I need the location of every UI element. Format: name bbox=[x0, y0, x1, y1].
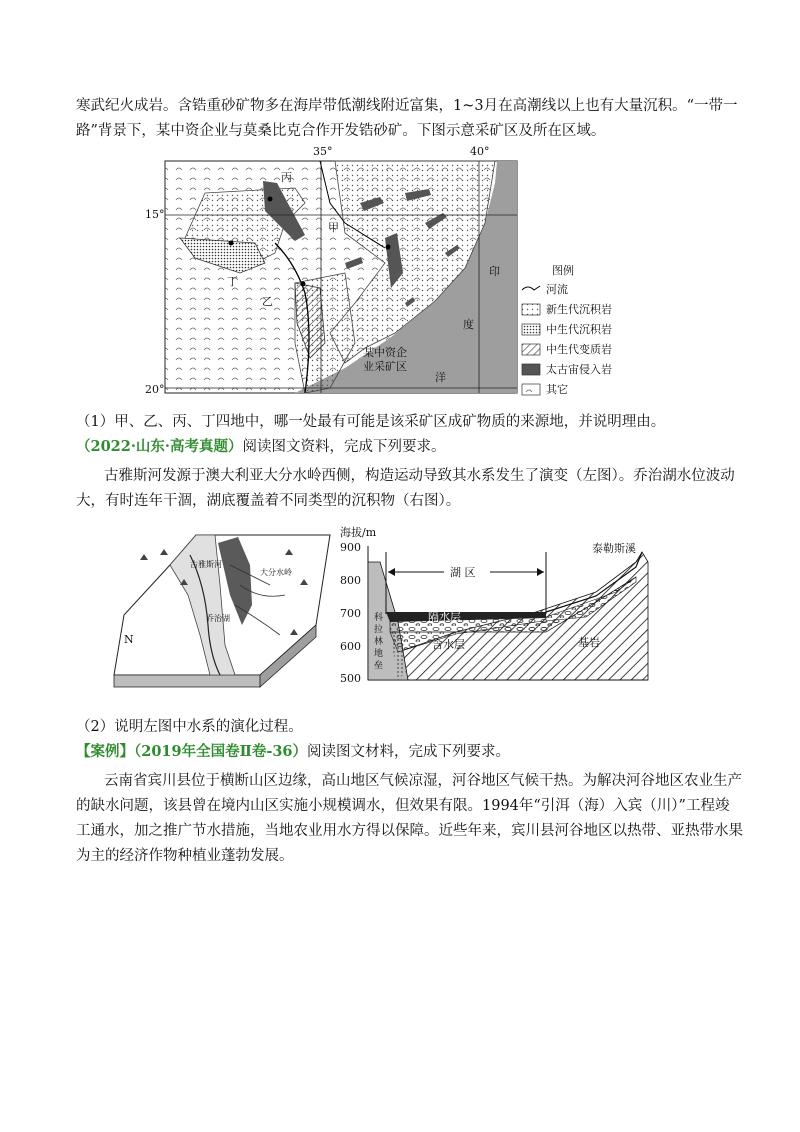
aquifer-label: 含水层 bbox=[432, 638, 465, 651]
label-bing: 丙 bbox=[281, 171, 292, 184]
aquiclude-label: 隔水层 bbox=[428, 610, 461, 623]
case-tag: 【案例】 bbox=[76, 743, 134, 760]
company-label-2: 业采矿区 bbox=[363, 360, 407, 373]
label-jia: 甲 bbox=[328, 221, 339, 234]
mountain-label: 泰勒斯溪 bbox=[592, 542, 636, 555]
paragraph-line: 云南省宾川县位于横断山区边缘，高山地区气候凉湿，河谷地区气候干热。为解决河谷地区农业生产 bbox=[104, 773, 742, 789]
lake-label: 乔治湖 bbox=[206, 614, 230, 623]
paragraph-line: 路”背景下，某中资企业与莫桑比克合作开发锆砂矿。下图示意采矿区及所在区域。 bbox=[76, 123, 606, 139]
legend-item: 中生代沉积岩 bbox=[546, 323, 612, 336]
paragraph-line: 工通水，加之推广节水措施，当地农业用水方得以保障。近些年来，宾川县河谷地区以热带、亚热带水果 bbox=[76, 823, 743, 839]
legend-item: 新生代沉积岩 bbox=[546, 303, 612, 316]
legend-item: 河流 bbox=[546, 283, 568, 296]
exam-source: （2022·山东·高考真题） bbox=[76, 438, 243, 455]
paragraph-line: 寒武纪火成岩。含锆重砂矿物多在海岸带低潮线附近富集，1~3月在高潮线以上也有大量沉积。“一带一 bbox=[76, 98, 738, 114]
y-tick: 500 bbox=[340, 672, 361, 685]
lake-area-label: 湖 区 bbox=[450, 566, 476, 579]
question-2-heading: （2022·山东·高考真题）阅读图文资料，完成下列要求。 bbox=[76, 438, 446, 455]
lat-15: 15° bbox=[145, 208, 165, 221]
legend-title: 图例 bbox=[552, 264, 574, 277]
case-heading: 【案例】（2019年全国卷Ⅱ卷-36）阅读图文材料，完成下列要求。 bbox=[76, 743, 511, 760]
y-tick: 700 bbox=[340, 607, 361, 620]
fault-block-label: 科拉林地垒 bbox=[374, 613, 384, 671]
mining-area-map bbox=[145, 143, 525, 401]
paragraph-line: 古雅斯河发源于澳大利亚大分水岭西侧，构造运动导致其水系发生了演变（左图）。乔治湖水位波动 bbox=[104, 468, 735, 484]
paragraph-line: 的缺水问题，该县曾在境内山区实施小规模调水，但效果有限。1994年“引洱（海）入宾（川）”工程竣 bbox=[76, 798, 730, 814]
lake-profile-diagram bbox=[336, 522, 656, 694]
question-1: （1）甲、乙、丙、丁四地中，哪一处最有可能是该采矿区成矿物质的来源地，并说明理由。 bbox=[76, 414, 666, 430]
river-system-block-diagram bbox=[110, 525, 332, 690]
y-tick: 600 bbox=[340, 640, 361, 653]
y-tick: 800 bbox=[340, 574, 361, 587]
north-arrow: N bbox=[124, 633, 134, 646]
question-2: （2）说明左图中水系的演化过程。 bbox=[76, 719, 303, 735]
map-legend bbox=[520, 262, 660, 402]
legend-item: 其它 bbox=[546, 383, 568, 396]
lat-20: 20° bbox=[145, 383, 165, 396]
bedrock-label: 基岩 bbox=[578, 636, 600, 649]
river-label: 古雅斯河 bbox=[190, 560, 222, 569]
label-ding: 丁 bbox=[227, 275, 238, 288]
legend-item: 太古宙侵入岩 bbox=[546, 363, 612, 376]
y-tick: 900 bbox=[340, 541, 361, 554]
paragraph-line: 为主的经济作物种植业蓬勃发展。 bbox=[76, 848, 294, 864]
label-yin: 印 bbox=[489, 265, 500, 278]
range-label: 大分水岭 bbox=[260, 568, 292, 577]
legend-item: 中生代变质岩 bbox=[546, 343, 612, 356]
paragraph-line: 大，有时连年干涸，湖底覆盖着不同类型的沉积物（右图）。 bbox=[76, 493, 461, 509]
lon-35: 35° bbox=[313, 145, 333, 158]
label-yang: 洋 bbox=[435, 371, 446, 384]
label-du: 度 bbox=[463, 318, 474, 331]
case-source: （2019年全国卷Ⅱ卷-36） bbox=[134, 743, 308, 760]
lon-40: 40° bbox=[470, 145, 490, 158]
y-axis-label: 海拔/m bbox=[340, 526, 377, 539]
label-yi: 乙 bbox=[262, 295, 273, 308]
company-label-1: 某中资企 bbox=[363, 346, 407, 359]
